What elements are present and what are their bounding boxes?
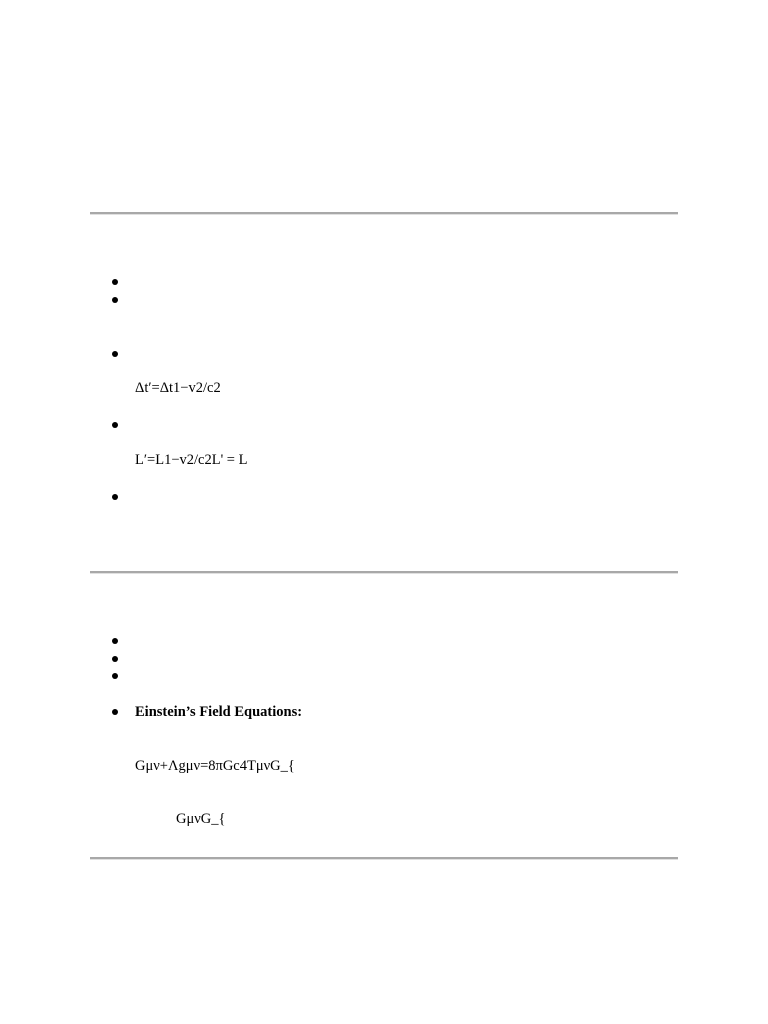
list-bullet (112, 673, 118, 679)
list-bullet (112, 638, 118, 644)
section-divider-3 (90, 857, 678, 860)
list-bullet (112, 279, 118, 285)
time-dilation-equation: Δt′=Δt1−v2/c2 (135, 380, 221, 396)
field-equation: Gμν+Λgμν=8πGc4TμνG_{ (135, 758, 295, 774)
list-bullet (112, 422, 118, 428)
section-divider-2 (90, 571, 678, 574)
list-bullet (112, 709, 118, 715)
field-equations-heading: Einstein’s Field Equations: (135, 704, 303, 720)
list-bullet (112, 351, 118, 357)
einstein-tensor-equation: GμνG_{ (176, 811, 226, 827)
section-divider-1 (90, 212, 678, 215)
list-bullet (112, 494, 118, 500)
list-bullet (112, 297, 118, 303)
length-contraction-equation: L′=L1−v2/c2L' = L (135, 452, 248, 468)
list-bullet (112, 656, 118, 662)
